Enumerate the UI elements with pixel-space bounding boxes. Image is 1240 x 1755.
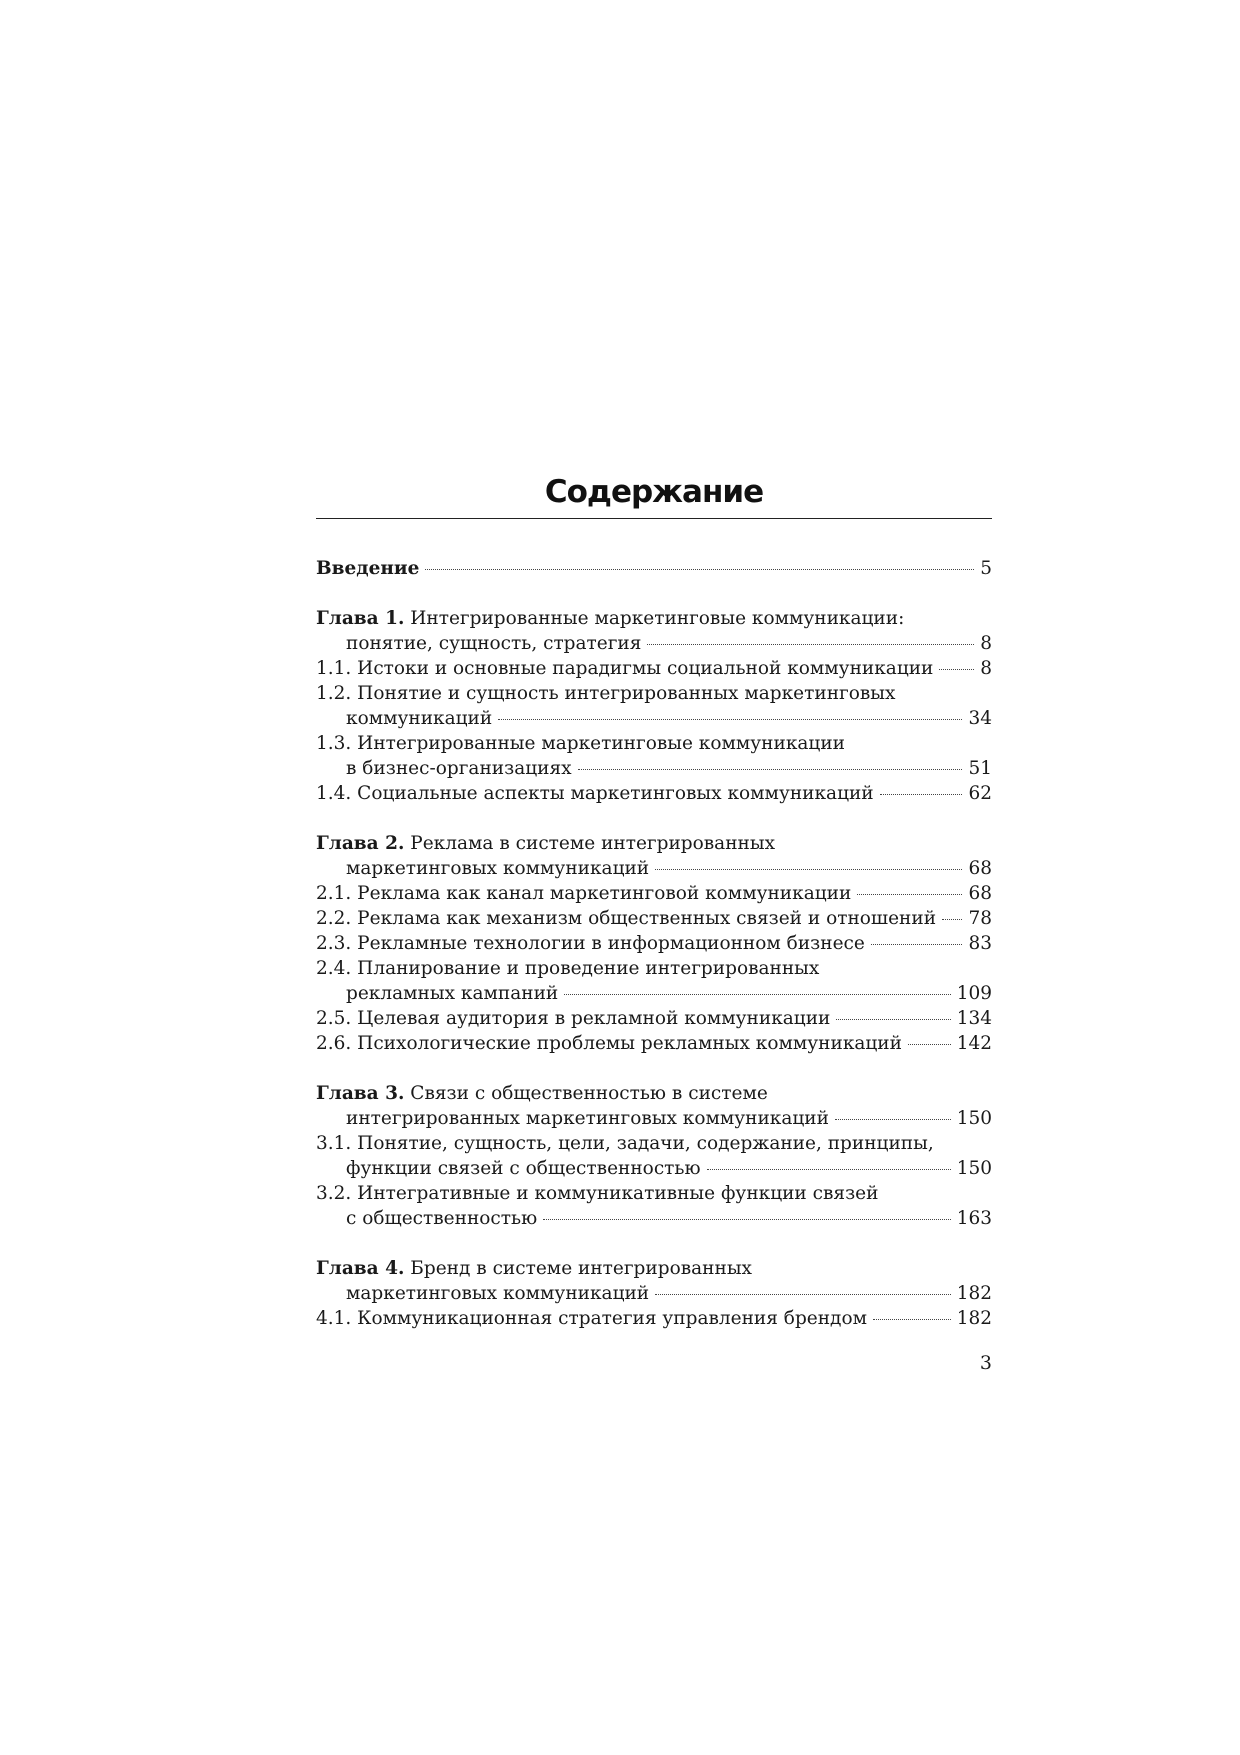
toc-entry-title <box>316 931 865 956</box>
toc-entry <box>316 1131 992 1156</box>
toc-entry <box>316 881 992 906</box>
toc-entry-text: 1.4. Социальные аспекты маркетинговых коммуникаций <box>316 783 874 804</box>
toc-entry-title <box>346 1206 537 1231</box>
toc-page-number: 150 <box>956 1108 992 1129</box>
toc-entry <box>316 931 992 956</box>
toc-entry <box>316 1006 992 1031</box>
toc-leader-dots <box>707 1169 951 1170</box>
toc-entry-text: 2.3. Рекламные технологии в информационном бизнесе <box>316 933 865 954</box>
toc-page-number: 5 <box>980 558 992 579</box>
toc-chapter-label: Глава 1. <box>316 608 405 629</box>
toc-page-number: 8 <box>980 633 992 654</box>
toc-entry-title <box>346 706 492 731</box>
toc-leader-dots <box>836 1019 950 1020</box>
toc-entry-title <box>316 681 895 706</box>
toc-page-number: 163 <box>956 1208 992 1229</box>
toc-entry-text: 2.5. Целевая аудитория в рекламной коммуникации <box>316 1008 831 1029</box>
toc-entry-title <box>316 556 419 581</box>
toc-entry <box>316 956 992 981</box>
toc-entry <box>316 1206 992 1231</box>
toc-page-number: 142 <box>956 1033 992 1054</box>
toc-page-number: 68 <box>968 883 992 904</box>
toc-entry-title <box>316 1081 768 1106</box>
toc-page-number: 51 <box>968 758 992 779</box>
toc-page-number: 68 <box>968 858 992 879</box>
toc-entry-text: Связи с общественностью в системе <box>404 1083 768 1104</box>
toc-entry <box>316 631 992 656</box>
toc-entry <box>316 1031 992 1056</box>
toc-entry-text: коммуникаций <box>346 708 493 729</box>
toc-page-number: 109 <box>956 983 992 1004</box>
toc-chapter-label: Глава 2. <box>316 833 405 854</box>
toc-entry-text: 3.2. Интегративные и коммуникативные функции связей <box>316 1183 879 1204</box>
toc-entry-title <box>316 1306 867 1331</box>
toc-entry-text: 1.2. Понятие и сущность интегрированных маркетинговых <box>316 683 896 704</box>
toc-leader-dots <box>873 1319 951 1320</box>
toc-leader-dots <box>425 569 974 570</box>
toc-entry-title <box>316 881 851 906</box>
toc-entry <box>316 1256 992 1281</box>
toc-entry-title <box>346 756 572 781</box>
toc-entry-title <box>346 631 641 656</box>
toc-entry-text: 4.1. Коммуникационная стратегия управления брендом <box>316 1308 867 1329</box>
toc-entry-text: 2.4. Планирование и проведение интегрированных <box>316 958 820 979</box>
toc-entry-title <box>346 1156 701 1181</box>
toc-entry-title <box>316 606 904 631</box>
toc-entry-text: 2.2. Реклама как механизм общественных связей и отношений <box>316 908 937 929</box>
toc-entry <box>316 1156 992 1181</box>
toc-entry-text: Интегрированные маркетинговые коммуникации: <box>404 608 905 629</box>
toc-entry-text: 1.3. Интегрированные маркетинговые коммуникации <box>316 733 845 754</box>
toc-entry-title <box>316 906 936 931</box>
page-title: Содержание <box>544 474 764 510</box>
toc-page-number: 34 <box>968 708 992 729</box>
toc-entry-text: 2.1. Реклама как канал маркетинговой коммуникации <box>316 883 852 904</box>
toc-entry-title <box>346 981 558 1006</box>
toc-leader-dots <box>543 1219 950 1220</box>
toc-entry <box>316 981 992 1006</box>
toc-entry <box>316 1181 992 1206</box>
toc-page-number: 134 <box>956 1008 992 1029</box>
toc-entry-text: маркетинговых коммуникаций <box>346 858 650 879</box>
toc-page-number: 182 <box>956 1283 992 1304</box>
toc-entry <box>316 656 992 681</box>
toc-entry <box>316 756 992 781</box>
toc-entry-title <box>346 856 649 881</box>
toc-chapter-label: Введение <box>316 558 420 579</box>
toc-entry-title <box>316 1131 934 1156</box>
toc-entry-title <box>316 1181 878 1206</box>
toc-leader-dots <box>908 1044 951 1045</box>
toc-leader-dots <box>835 1119 951 1120</box>
toc-leader-dots <box>871 944 963 945</box>
toc-leader-dots <box>880 794 963 795</box>
toc-page-number: 182 <box>956 1308 992 1329</box>
toc-entry-text: с общественностью <box>346 1208 538 1229</box>
toc-entry-text: функции связей с общественностью <box>346 1158 701 1179</box>
toc-entry-text: в бизнес-организациях <box>346 758 572 779</box>
toc-leader-dots <box>942 919 962 920</box>
toc-entry-text: интегрированных маркетинговых коммуникаций <box>346 1108 829 1129</box>
toc-page-number: 78 <box>968 908 992 929</box>
toc-entry-title <box>346 1106 829 1131</box>
toc-entry <box>316 906 992 931</box>
toc-entry-title <box>316 1031 902 1056</box>
toc-entry <box>316 1306 992 1331</box>
toc-entry <box>316 1281 992 1306</box>
toc-entry-title <box>346 1281 649 1306</box>
toc-entry-title <box>316 1006 830 1031</box>
toc-entry-title <box>316 1256 752 1281</box>
toc-page-number: 83 <box>968 933 992 954</box>
toc-entry-text: 1.1. Истоки и основные парадигмы социальной коммуникации <box>316 658 934 679</box>
toc-entry-text: маркетинговых коммуникаций <box>346 1283 650 1304</box>
toc-entry <box>316 606 992 631</box>
toc-entry-title <box>316 956 819 981</box>
toc-entry <box>316 706 992 731</box>
toc-entry <box>316 556 992 581</box>
toc-leader-dots <box>939 669 974 670</box>
toc-entry <box>316 781 992 806</box>
toc-leader-dots <box>498 719 962 720</box>
toc-leader-dots <box>857 894 962 895</box>
toc-entry <box>316 1081 992 1106</box>
toc-entry-title <box>316 731 845 756</box>
toc-page-number: 8 <box>980 658 992 679</box>
toc-page-number: 62 <box>968 783 992 804</box>
toc-leader-dots <box>647 644 974 645</box>
toc-chapter-label: Глава 4. <box>316 1258 405 1279</box>
toc-entry-text: 2.6. Психологические проблемы рекламных коммуникаций <box>316 1033 902 1054</box>
toc-leader-dots <box>655 1294 951 1295</box>
toc-leader-dots <box>655 869 962 870</box>
toc-chapter-label: Глава 3. <box>316 1083 405 1104</box>
toc-entry <box>316 681 992 706</box>
toc-entry-title <box>316 831 775 856</box>
title-rule <box>316 518 992 519</box>
toc-page-number: 150 <box>956 1158 992 1179</box>
toc-entry <box>316 856 992 881</box>
toc-entry-title <box>316 656 933 681</box>
toc-leader-dots <box>564 994 950 995</box>
toc-entry <box>316 831 992 856</box>
toc-entry-text: Бренд в системе интегрированных <box>404 1258 752 1279</box>
toc-entry-title <box>316 781 874 806</box>
toc-entry-text: 3.1. Понятие, сущность, цели, задачи, содержание, принципы, <box>316 1133 934 1154</box>
page-number: 3 <box>979 1352 992 1374</box>
toc-entry-text: Реклама в системе интегрированных <box>404 833 776 854</box>
toc-leader-dots <box>578 769 963 770</box>
toc-entry-text: рекламных кампаний <box>346 983 559 1004</box>
toc-entry <box>316 731 992 756</box>
toc-entry <box>316 1106 992 1131</box>
toc-entry-text: понятие, сущность, стратегия <box>346 633 642 654</box>
